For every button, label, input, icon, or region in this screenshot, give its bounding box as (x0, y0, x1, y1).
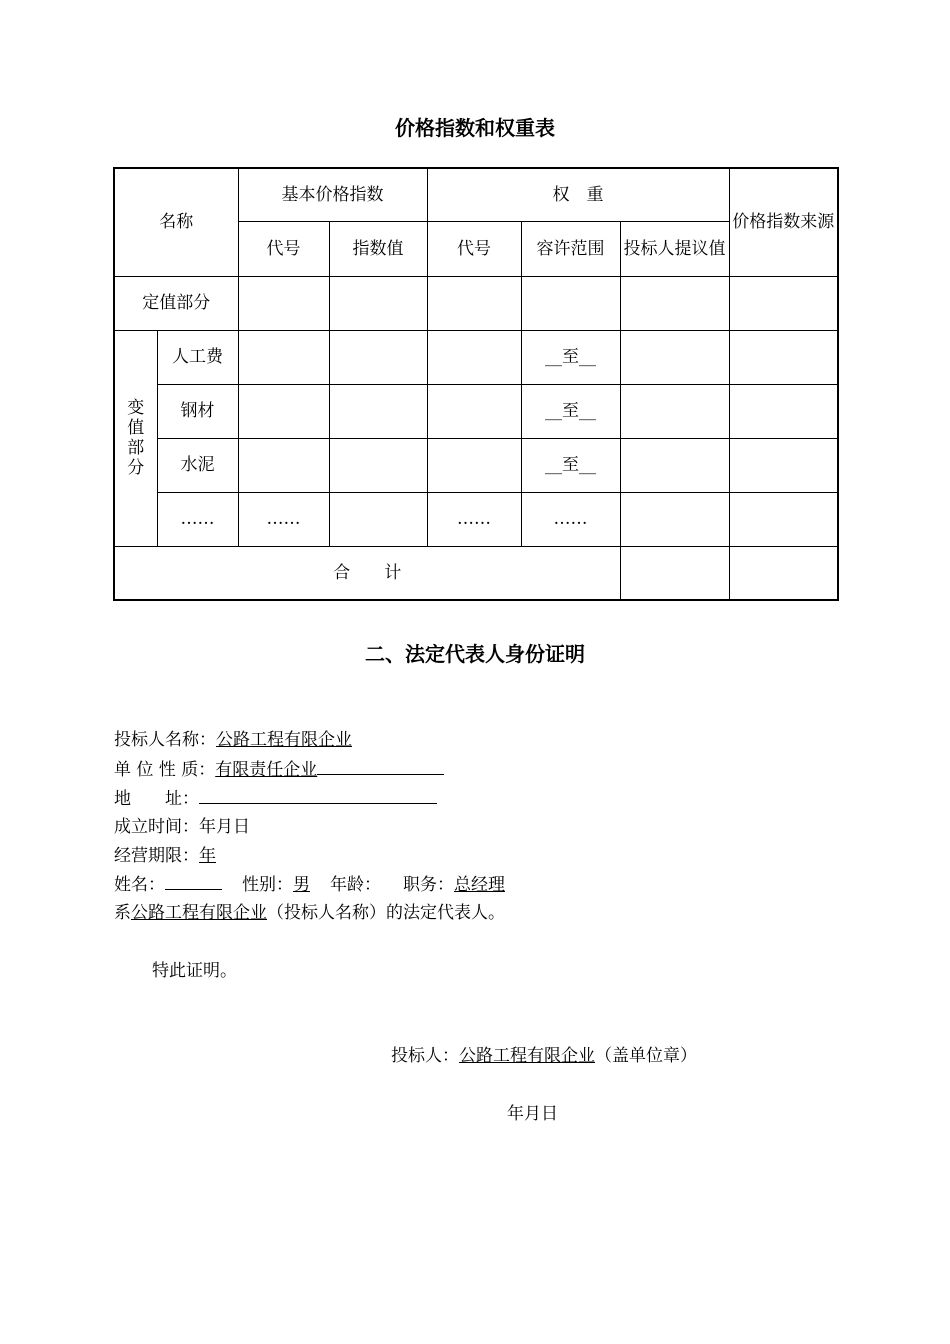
section-title: 二、法定代表人身份证明 (365, 642, 585, 666)
established-value: 年月日 (199, 817, 250, 837)
row-range: …… (521, 492, 620, 546)
table-row (114, 492, 838, 546)
index-value-header: 指数值 (329, 221, 427, 276)
term-line: 经营期限：年 (114, 846, 216, 866)
row-range: __至__ (521, 330, 620, 384)
fixed-part-label: 定值部分 (114, 276, 238, 330)
row-name: 水泥 (157, 438, 238, 492)
row-range: __至__ (521, 438, 620, 492)
person-line: 姓名： 性别：男 年龄： 职务：总经理 (114, 875, 505, 895)
unit-nature-value: 有限责任企业 (215, 760, 318, 780)
unit-nature-blank (317, 758, 444, 775)
row-range: __至__ (521, 384, 620, 438)
sign-date: 年月日 (507, 1104, 558, 1124)
allowed-range-header: 容许范围 (521, 221, 620, 276)
code-header: 代号 (238, 221, 329, 276)
table-row (114, 276, 838, 330)
bidder-proposal-header: 投标人提议值 (620, 221, 729, 276)
row-name: …… (157, 492, 238, 546)
bidder-name-value: 公路工程有限企业 (216, 730, 352, 750)
position-value: 总经理 (454, 875, 505, 895)
term-value: 年 (199, 846, 216, 866)
bidder-name-line: 投标人名称：公路工程有限企业 (114, 730, 352, 750)
address-blank (199, 787, 437, 804)
unit-nature-line: 单 位 性 质：有限责任企业 (114, 758, 444, 781)
certify-text: 特此证明。 (152, 961, 237, 981)
base-index-header: 基本价格指数 (238, 168, 427, 221)
table-row (114, 384, 838, 438)
row-name: 钢材 (157, 384, 238, 438)
price-index-weight-table (113, 167, 839, 601)
variable-part-label: 变 值 部 分 (114, 330, 157, 546)
gender-value: 男 (293, 875, 310, 895)
table-title: 价格指数和权重表 (395, 116, 555, 140)
row-name: 人工费 (157, 330, 238, 384)
total-label: 合 计 (114, 546, 620, 600)
sign-company: 公路工程有限企业 (459, 1046, 595, 1066)
name-header: 名称 (114, 168, 238, 276)
weight-code-header: 代号 (427, 221, 521, 276)
table-row (114, 546, 838, 600)
rep-company: 公路工程有限企业 (131, 903, 267, 923)
representative-line: 系公路工程有限企业（投标人名称）的法定代表人。 (114, 903, 505, 923)
row-code: …… (238, 492, 329, 546)
row-weight-code: …… (427, 492, 521, 546)
name-blank (165, 873, 222, 890)
source-header: 价格指数来源 (729, 168, 838, 276)
table-row (114, 330, 838, 384)
table-row (114, 438, 838, 492)
weight-header: 权 重 (427, 168, 729, 221)
established-line: 成立时间：年月日 (114, 817, 250, 837)
address-line: 地 址： (114, 787, 437, 810)
signature-line: 投标人：公路工程有限企业（盖单位章） (391, 1046, 697, 1066)
